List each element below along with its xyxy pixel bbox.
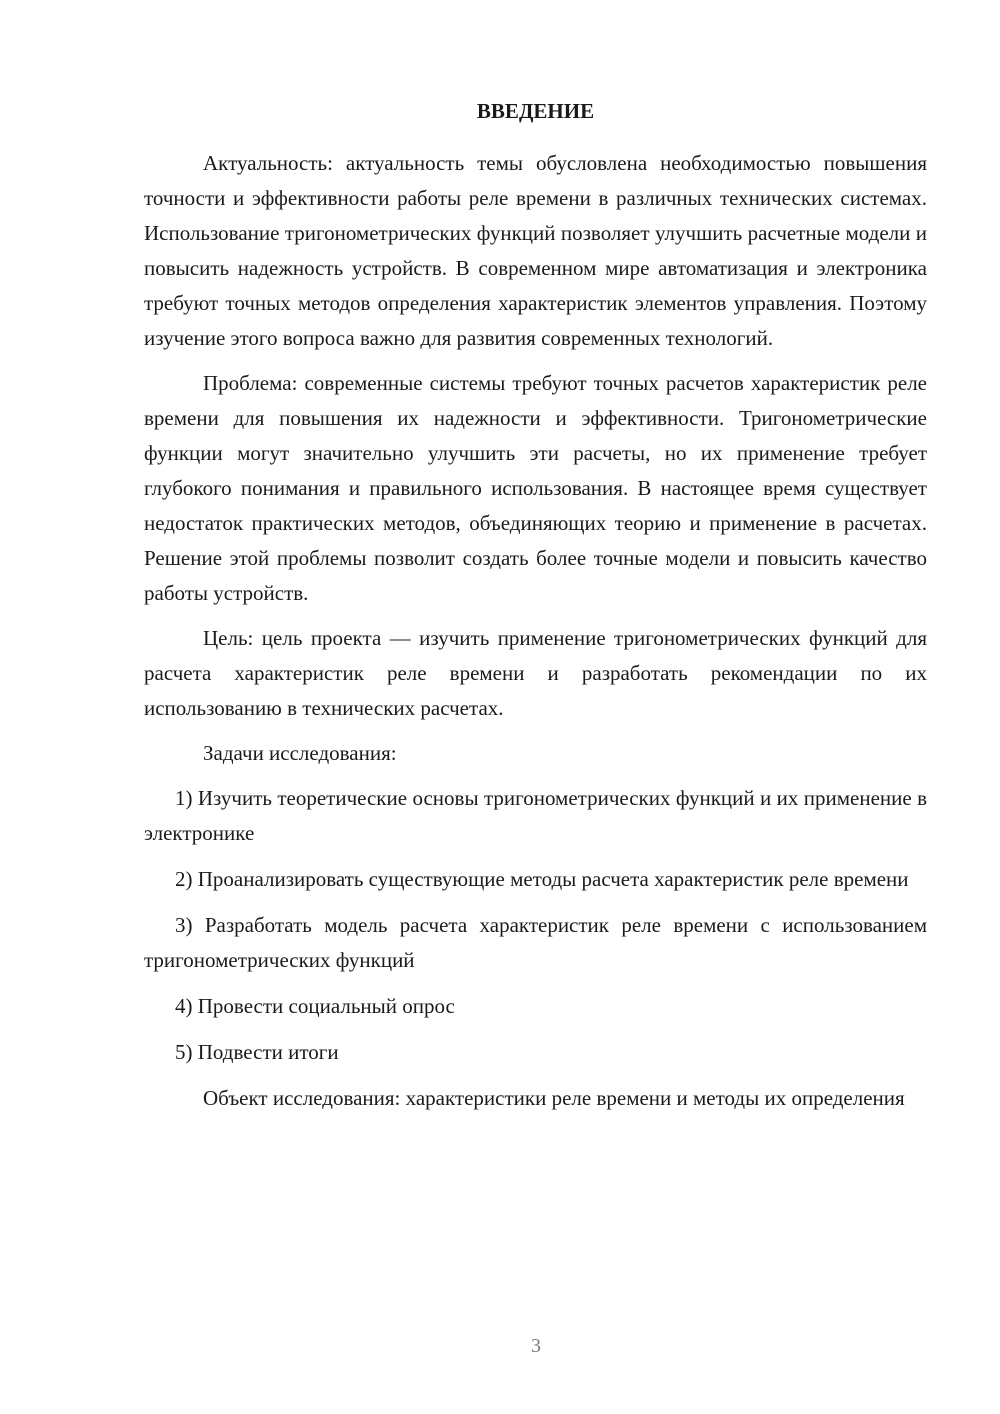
task-item: 1) Изучить теоретические основы тригонометрических функций и их применение в электронике — [144, 786, 927, 845]
document-page — [144, 96, 927, 1126]
task-item: 2) Проанализировать существующие методы расчета характеристик реле времени — [175, 867, 909, 891]
relevance-paragraph: Актуальность: актуальность темы обусловлена необходимостью повышения точности и эффективности работы реле времени в различных технических системах. Использование тригонометрических функций позволяет улучшить расчетные модели и повысить надежность устройств. В современном мире автоматизация и электроника требуют точных методов определения характеристик элементов управления. Поэтому изучение этого вопроса важно для развития современных технологий. — [144, 151, 927, 350]
task-item: 5) Подвести итоги — [175, 1040, 339, 1064]
section-title: ВВЕДЕНИЕ — [476, 99, 595, 123]
object-paragraph: Объект исследования: характеристики реле времени и методы их определения — [203, 1086, 905, 1110]
page-number: 3 — [531, 1335, 541, 1357]
task-item: 3) Разработать модель расчета характеристик реле времени с использованием тригонометрических функций — [144, 913, 927, 972]
problem-paragraph: Проблема: современные системы требуют точных расчетов характеристик реле времени для повышения их надежности и эффективности. Тригонометрические функции могут значительно улучшить эти расчеты, но их применение требует глубокого понимания и правильного использования. В настоящее время существует недостаток практических методов, объединяющих теорию и применение в расчетах. Решение этой проблемы позволит создать более точные модели и повысить качество работы устройств. — [144, 371, 927, 605]
task-item: 4) Провести социальный опрос — [175, 994, 455, 1018]
tasks-heading: Задачи исследования: — [203, 741, 397, 765]
goal-paragraph: Цель: цель проекта — изучить применение тригонометрических функций для расчета характеристик реле времени и разработать рекомендации по их использованию в технических расчетах. — [144, 626, 927, 720]
